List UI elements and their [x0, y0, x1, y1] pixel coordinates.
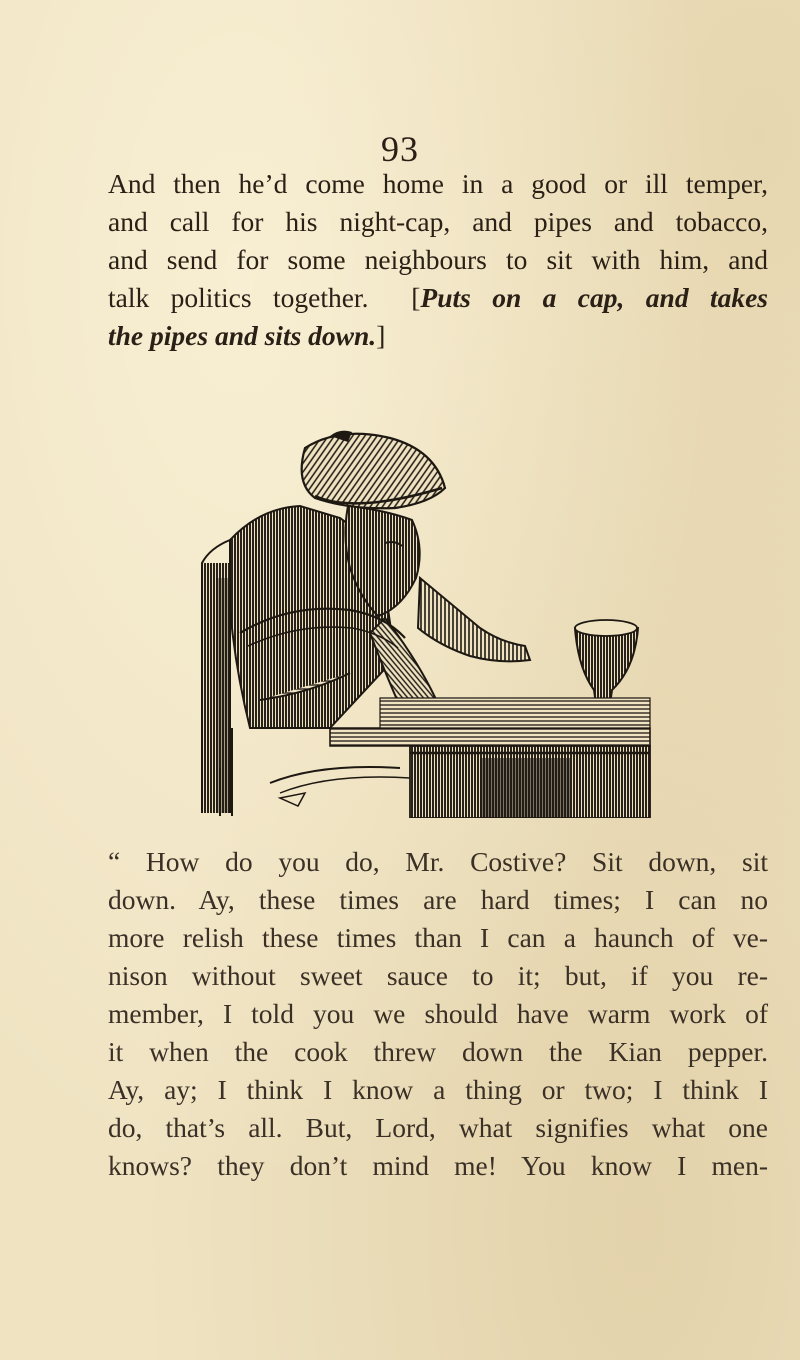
- text-line: and send for some neighbours to sit with him, and: [108, 244, 768, 275]
- engraving-illustration: [180, 428, 660, 818]
- text-line: nison without sweet sauce to it; but, if you re-: [108, 960, 768, 991]
- text-line: and call for his night-cap, and pipes and tobacco,: [108, 206, 768, 237]
- stage-direction: Puts on a cap, and takes: [420, 282, 769, 313]
- text-line: do, that’s all. But, Lord, what signifies what one: [108, 1112, 768, 1143]
- table-top: [330, 728, 650, 746]
- text-line: more relish these times than I can a haunch of ve-: [108, 922, 768, 953]
- stage-direction-bracket: [: [411, 282, 421, 313]
- text-fragment: talk politics together.: [108, 282, 369, 313]
- stage-direction-line: [108, 317, 768, 355]
- text-line: Ay, ay; I think I know a thing or two; I think I: [108, 1074, 768, 1105]
- stage-direction: the pipes and sits down.: [108, 320, 377, 351]
- text-line: it when the cook threw down the Kian pepper.: [108, 1036, 768, 1067]
- paragraph-1: [108, 165, 768, 355]
- text-line: knows? they don’t mind me! You know I men-: [108, 1150, 768, 1181]
- text-line: “ How do you do, Mr. Costive? Sit down, sit: [108, 846, 768, 877]
- arm: [418, 578, 530, 661]
- text-line: And then he’d come home in a good or ill temper,: [108, 168, 768, 199]
- text-line: down. Ay, these times are hard times; I can no: [108, 884, 768, 915]
- text-line-with-stage-direction: [108, 279, 768, 317]
- paragraph-2: [108, 843, 768, 1185]
- night-cap: [302, 434, 445, 509]
- text-line: member, I told you we should have warm work of: [108, 998, 768, 1029]
- stage-direction-bracket: ]: [376, 320, 386, 351]
- page-number: 93: [381, 129, 419, 169]
